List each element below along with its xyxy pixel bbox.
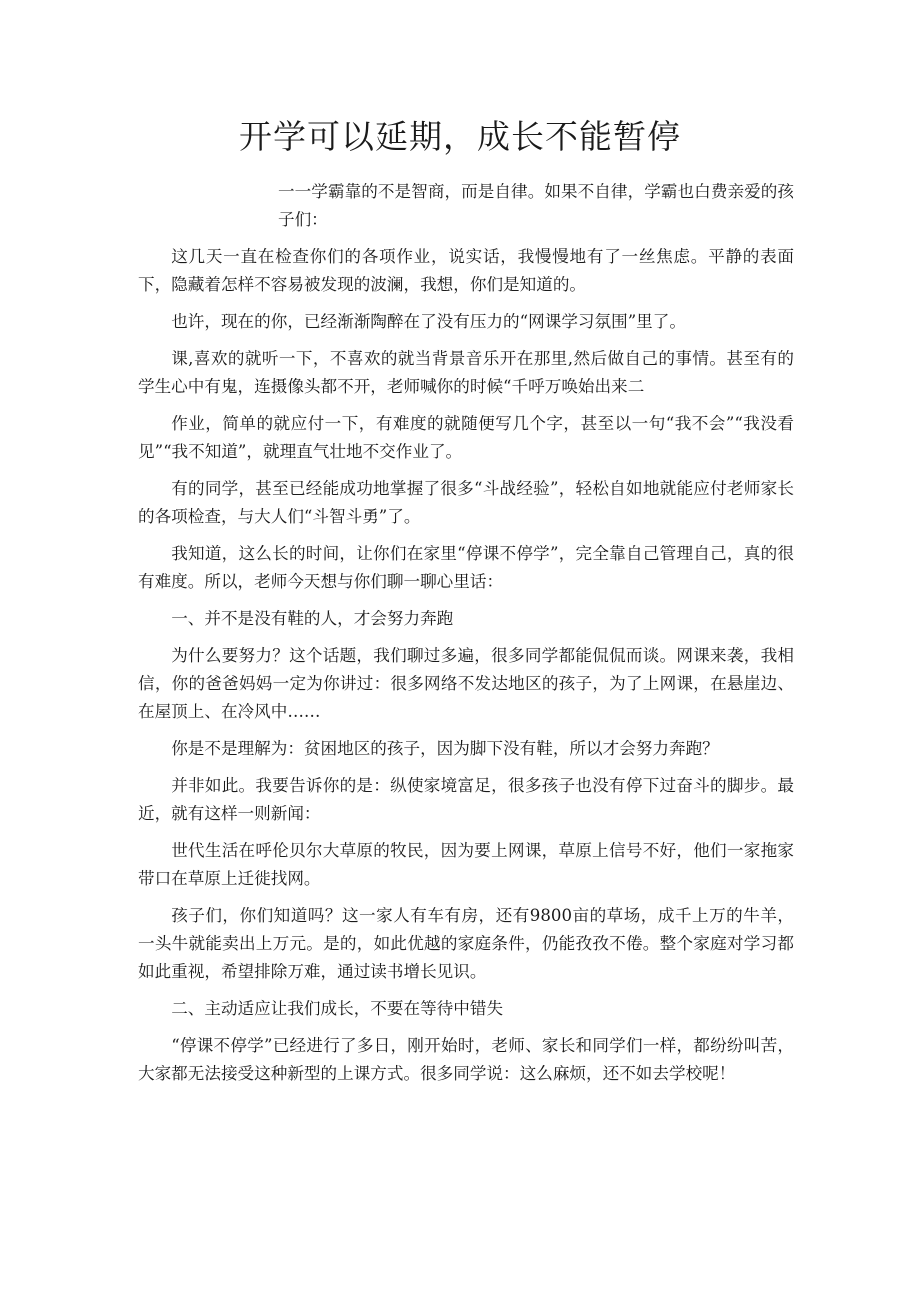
subtitle-paragraph: 一一学霸靠的不是智商，而是自律。如果不自律，学霸也白费亲爱的孩子们： — [278, 182, 794, 229]
paragraph: 有的同学，甚至已经能成功地掌握了很多“斗战经验”，轻松自如地就能应付老师家长的各项检查，与大人们“斗智斗勇”了。 — [138, 479, 794, 526]
paragraph: 并非如此。我要告诉你的是：纵使家境富足，很多孩子也没有停下过奋斗的脚步。最近，就有这样一则新闻： — [138, 776, 794, 823]
paragraph: 世代生活在呼伦贝尔大草原的牧民，因为要上网课，草原上信号不好，他们一家拖家带口在草原上迁徙找网。 — [138, 841, 794, 888]
paragraph: 我知道，这么长的时间，让你们在家里“停课不停学”，完全靠自己管理自己，真的很有难度。所以，老师今天想与你们聊一聊心里话： — [138, 544, 794, 591]
paragraph: 孩子们，你们知道吗？这一家人有车有房，还有9800亩的草场，成千上万的牛羊，一头牛就能卖出上万元。是的，如此优越的家庭条件，仍能孜孜不倦。整个家庭对学习都如此重视，希望排除万难，通过读书增长见识。 — [138, 906, 794, 981]
paragraph: 课,喜欢的就听一下，不喜欢的就当背景音乐开在那里,然后做自己的事情。甚至有的学生心中有鬼，连摄像头都不开，老师喊你的时候“千呼万唤始出来二 — [138, 349, 794, 396]
document-body — [138, 178, 794, 1097]
paragraph: 也许，现在的你，已经渐渐陶醉在了没有压力的“网课学习氛围”里了。 — [171, 312, 686, 331]
paragraph: 这几天一直在检查你们的各项作业，说实话，我慢慢地有了一丝焦虑。平静的表面下，隐藏着怎样不容易被发现的波澜，我想，你们是知道的。 — [138, 247, 794, 294]
paragraph: 为什么要努力？这个话题，我们聊过多遍，很多同学都能侃侃而谈。网课来袭，我相信，你的爸爸妈妈一定为你讲过：很多网络不发达地区的孩子，为了上网课，在悬崖边、在屋顶上、在冷风中…… — [138, 646, 794, 721]
paragraph: “停课不停学”已经进行了多日，刚开始时，老师、家长和同学们一样，都纷纷叫苦，大家都无法接受这种新型的上课方式。很多同学说：这么麻烦，还不如去学校呢！ — [138, 1036, 794, 1083]
section-heading-2: 二、主动适应让我们成长，不要在等待中错失 — [171, 999, 504, 1018]
paragraph: 你是不是理解为：贫困地区的孩子，因为脚下没有鞋，所以才会努力奔跑？ — [171, 739, 719, 758]
section-heading-1: 一、并不是没有鞋的人，才会努力奔跑 — [171, 609, 454, 628]
paragraph: 作业，简单的就应付一下，有难度的就随便写几个字，甚至以一句“我不会”“我没看见”“我不知道”，就理直气壮地不交作业了。 — [138, 414, 794, 461]
document-title: 开学可以延期，成长不能暂停 — [239, 117, 681, 156]
